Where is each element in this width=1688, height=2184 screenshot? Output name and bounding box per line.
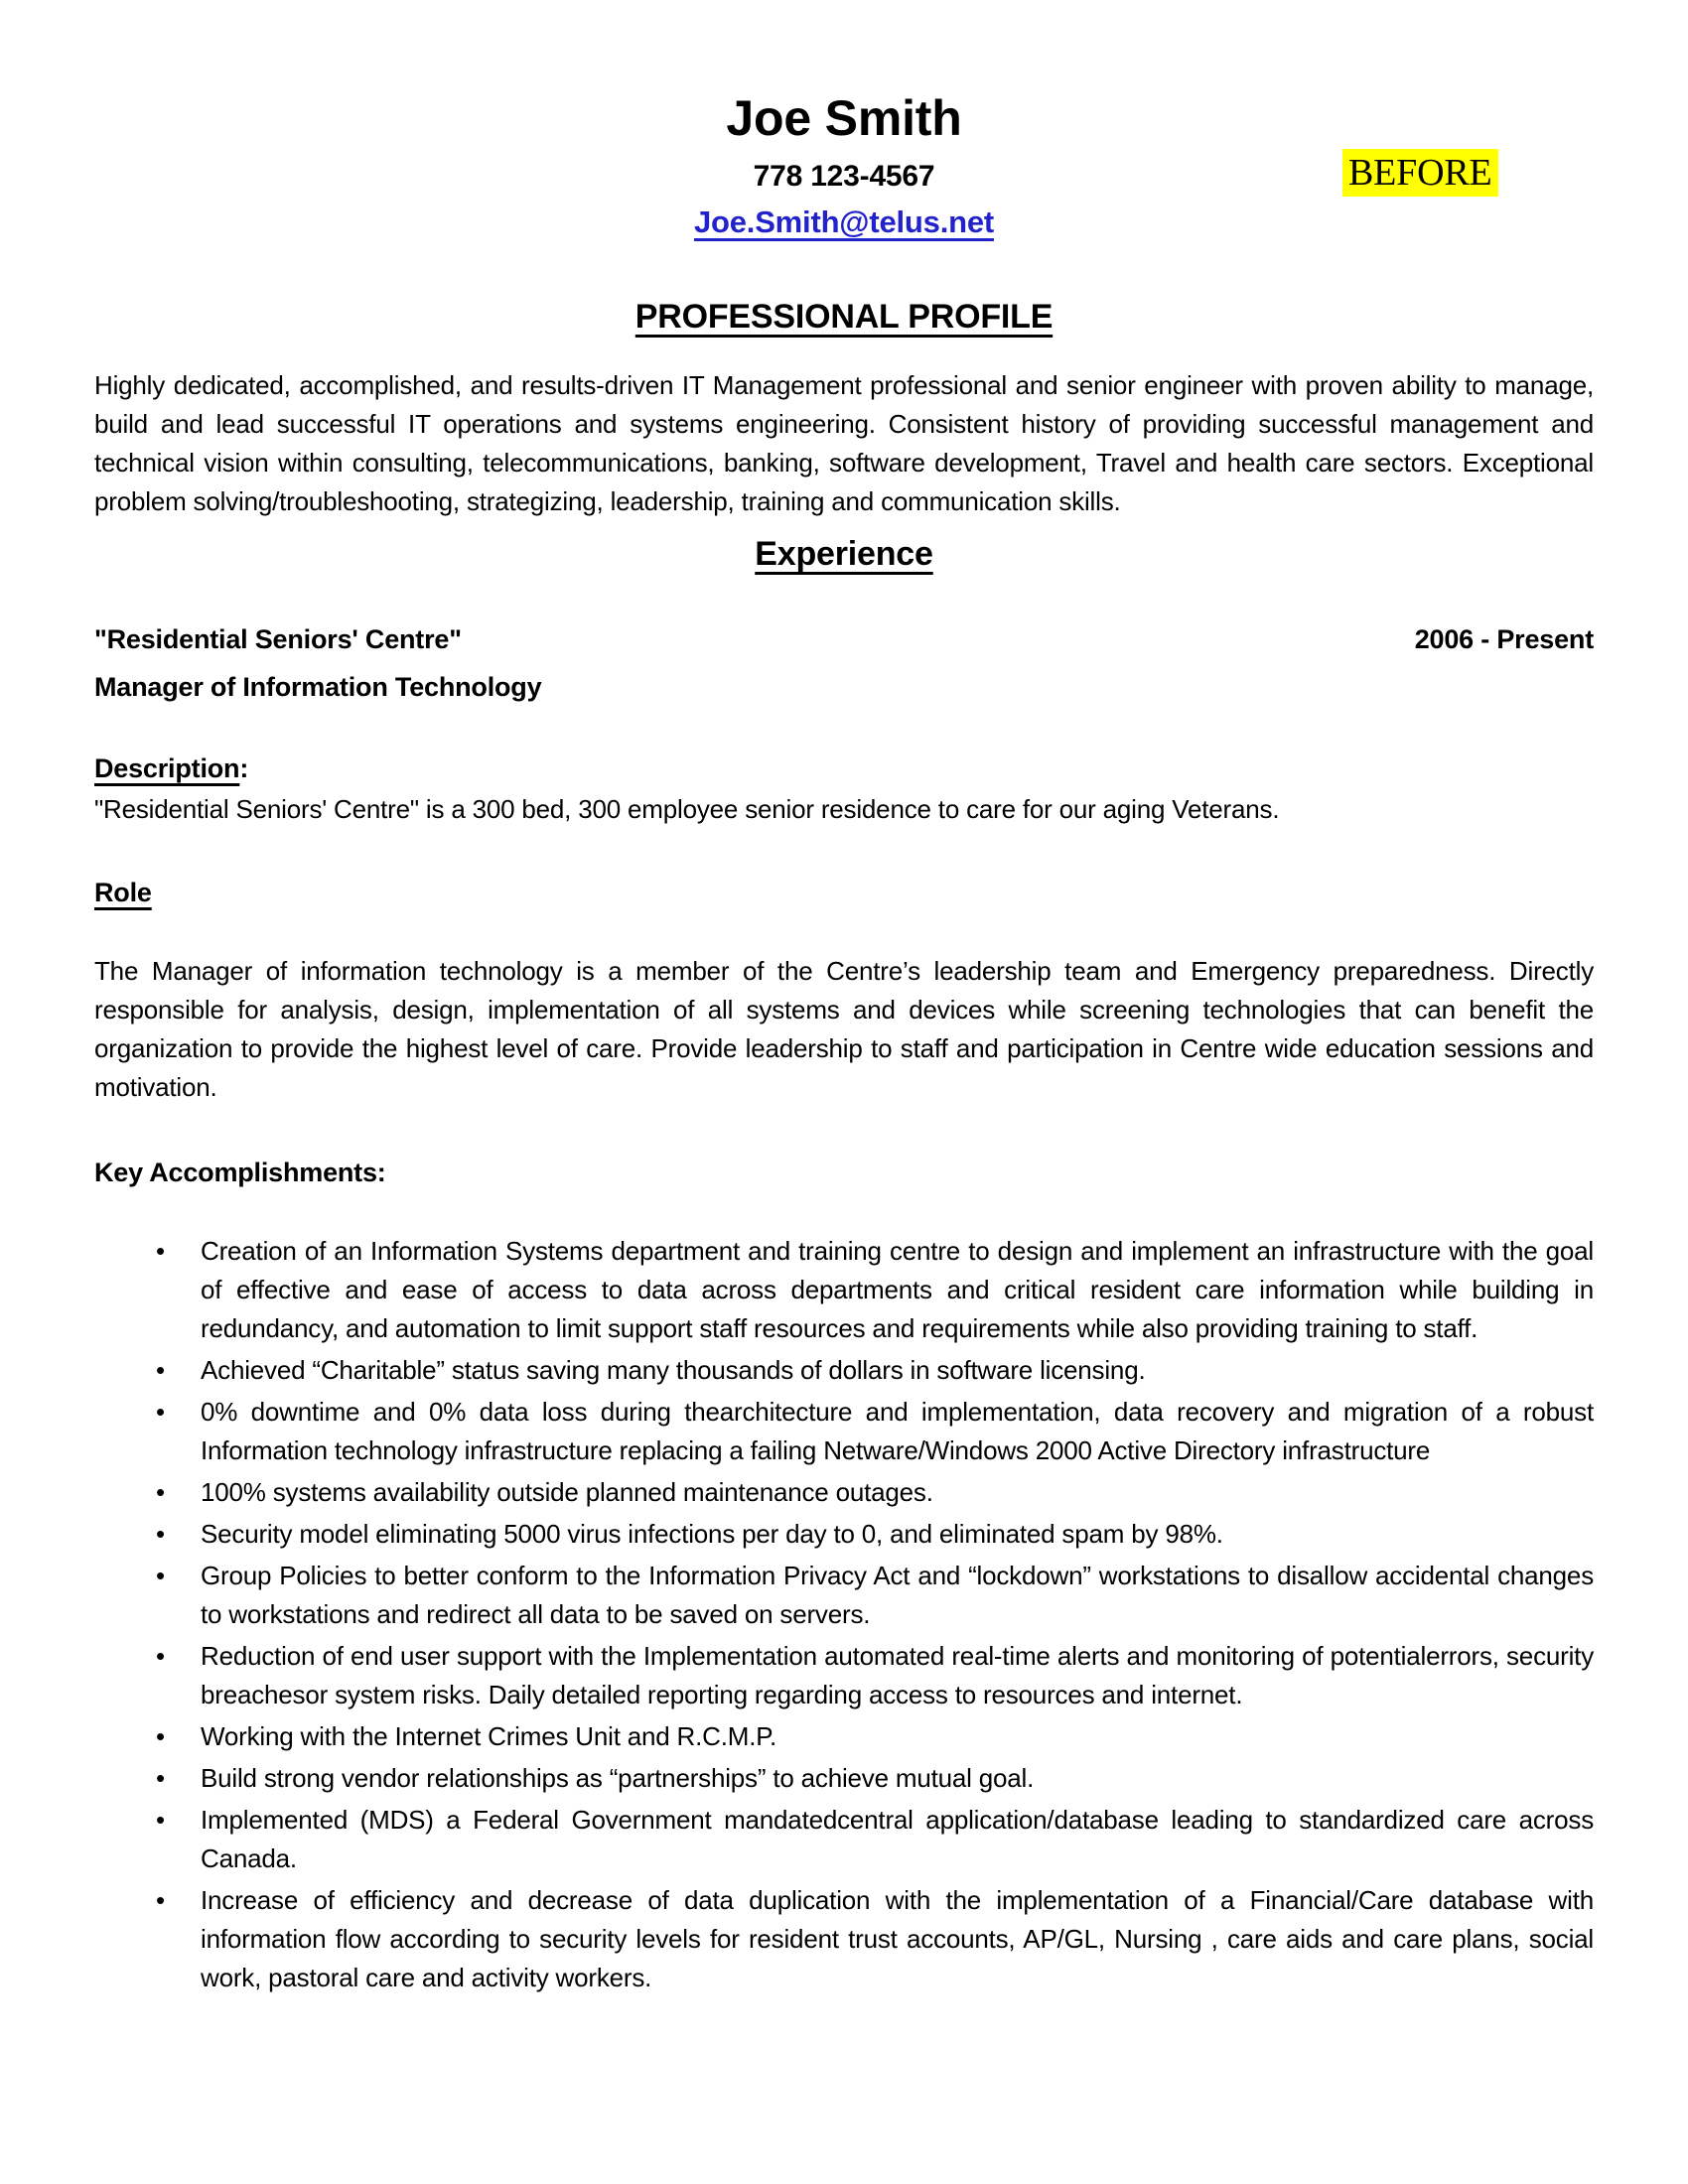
accomplishment-text: 100% systems availability outside planned maintenance outages.	[201, 1477, 933, 1507]
role-label	[94, 873, 1594, 912]
accomplishment-text: Achieved “Charitable” status saving many thousands of dollars in software licensing.	[201, 1355, 1146, 1385]
accomplishment-text: Reduction of end user support with the Implementation automated real-time alerts and monitoring of potentialerrors, security breachesor system risks. Daily detailed reporting regarding access to resources and internet.	[201, 1641, 1594, 1709]
bullet-icon: •	[156, 1641, 165, 1671]
accomplishment-item	[156, 1801, 1594, 1878]
bullet-icon: •	[156, 1721, 165, 1751]
phone-number: 778 123-4567	[753, 160, 935, 193]
person-name: Joe Smith	[726, 90, 962, 146]
accomplishment-text: Implemented (MDS) a Federal Government mandatedcentral application/database leading to standardized care across Canada.	[201, 1805, 1594, 1873]
role-label-text: Role	[94, 878, 152, 907]
accomplishment-item	[156, 1473, 1594, 1512]
accomplishment-item	[156, 1637, 1594, 1714]
accomplishment-item	[156, 1351, 1594, 1390]
bullet-icon: •	[156, 1885, 165, 1915]
description-text: "Residential Seniors' Centre" is a 300 bed, 300 employee senior residence to care for our aging Veterans.	[94, 794, 1280, 824]
bullet-icon: •	[156, 1355, 165, 1385]
before-badge: BEFORE	[1342, 149, 1498, 197]
accomplishment-item	[156, 1515, 1594, 1554]
bullet-icon: •	[156, 1805, 165, 1835]
accomplishment-text: Creation of an Information Systems department and training centre to design and implement an infrastructure with the goal of effective and ease of access to data across departments and critical resident care information while building in redundancy, and automation to limit support staff resources and requirements while also providing training to staff.	[201, 1236, 1594, 1343]
email-row	[94, 203, 1594, 248]
accomplishment-item	[156, 1759, 1594, 1798]
professional-profile-heading-text: PROFESSIONAL PROFILE	[634, 298, 1054, 336]
bullet-icon: •	[156, 1561, 165, 1590]
accomplishment-text: 0% downtime and 0% data loss during thearchitecture and implementation, data recovery and migration of a robust Information technology infrastructure replacing a failing Netware/Windows 2000 Active Directory infrastructure	[201, 1397, 1594, 1465]
bullet-icon: •	[156, 1763, 165, 1793]
experience-heading-text: Experience	[755, 535, 933, 573]
accomplishment-item	[156, 1881, 1594, 1997]
accomplishment-item	[156, 1557, 1594, 1634]
bullet-icon: •	[156, 1519, 165, 1549]
accomplishments-list	[94, 1232, 1594, 1997]
description-label-text: Description	[94, 753, 240, 783]
accomplishment-item	[156, 1393, 1594, 1470]
key-accomplishments-label: Key Accomplishments:	[94, 1158, 386, 1187]
experience-heading	[94, 535, 1594, 574]
accomplishment-text: Working with the Internet Crimes Unit and R.C.M.P.	[201, 1721, 777, 1751]
bullet-icon: •	[156, 1397, 165, 1427]
accomplishment-text: Security model eliminating 5000 virus infections per day to 0, and eliminated spam by 98%.	[201, 1519, 1223, 1549]
employer-name: "Residential Seniors' Centre"	[94, 624, 462, 654]
accomplishment-text: Build strong vendor relationships as “partnerships” to achieve mutual goal.	[201, 1763, 1035, 1793]
accomplishment-item	[156, 1232, 1594, 1348]
profile-paragraph: Highly dedicated, accomplished, and results-driven IT Management professional and senior engineer with proven ability to manage, build and lead successful IT operations and systems engineering. Consistent history of providing successful management and technical vision within consulting, telecommunications, banking, software development, Travel and health care sectors. Exceptional problem solving/troubleshooting, strategizing, leadership, training and communication skills.	[94, 370, 1594, 516]
role-paragraph: The Manager of information technology is a member of the Centre’s leadership team and Emergency preparedness. Directly responsible for analysis, design, implementation of all systems and devices while screening technologies that can benefit the organization to provide the highest level of care. Provide leadership to staff and participation in Centre wide education sessions and motivation.	[94, 956, 1594, 1102]
description-label	[94, 749, 1594, 788]
bullet-icon: •	[156, 1236, 165, 1266]
professional-profile-heading	[94, 298, 1594, 337]
job-title: Manager of Information Technology	[94, 672, 542, 702]
bullet-icon: •	[156, 1477, 165, 1507]
description-label-colon: :	[239, 753, 249, 783]
employment-dates: 2006 - Present	[1414, 624, 1594, 654]
email-link[interactable]: Joe.Smith@telus.net	[693, 205, 995, 239]
accomplishment-text: Increase of efficiency and decrease of data duplication with the implementation of a Financial/Care database with information flow according to security levels for resident trust accounts, AP/GL, Nursing , care aids and care plans, social work, pastoral care and activity workers.	[201, 1885, 1594, 1992]
employer-row	[94, 619, 1594, 659]
accomplishment-item	[156, 1717, 1594, 1756]
accomplishment-text: Group Policies to better conform to the Information Privacy Act and “lockdown” workstations to disallow accidental changes to workstations and redirect all data to be saved on servers.	[201, 1561, 1594, 1629]
